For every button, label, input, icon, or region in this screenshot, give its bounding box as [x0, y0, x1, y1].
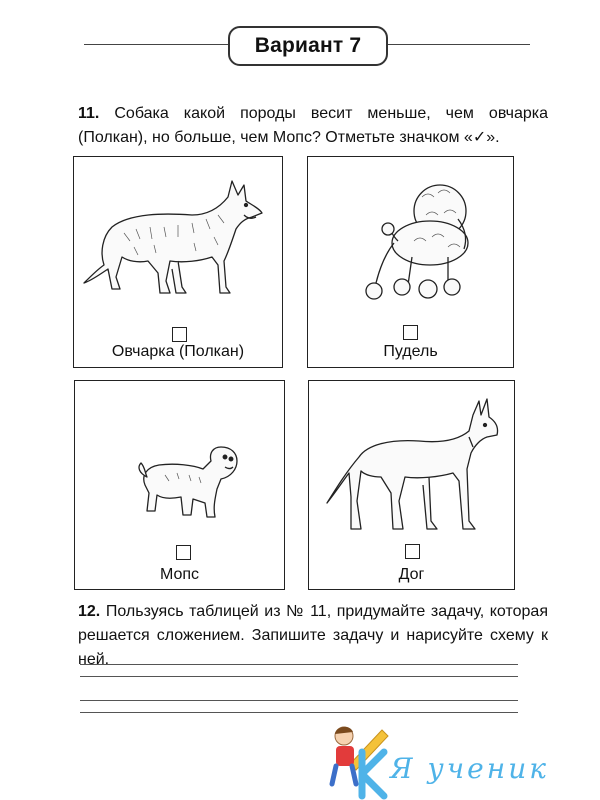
- task-11-number: 11.: [78, 105, 100, 122]
- pug-drawing: [75, 381, 284, 541]
- card-shepherd: [73, 156, 283, 368]
- writing-line: [80, 700, 518, 701]
- great-dane-drawing: [309, 381, 514, 541]
- caption-poodle: Пудель: [383, 343, 438, 360]
- task-12-question: Пользуясь таблицей из № 11, придумайте задачу, которая решается сложением. Запишите задачу и нарисуйте схему к ней.: [78, 603, 548, 668]
- task-12-number: 12.: [78, 603, 101, 620]
- caption-shepherd: Овчарка (Полкан): [111, 343, 245, 360]
- checkbox-pug[interactable]: [176, 545, 191, 560]
- german-shepherd-drawing: [74, 157, 282, 317]
- checkbox-great-dane[interactable]: [405, 544, 420, 559]
- logo-text: Я ученик: [390, 752, 549, 785]
- checkbox-poodle[interactable]: [403, 325, 418, 340]
- card-pug: [74, 380, 285, 590]
- poodle-drawing: [308, 157, 513, 317]
- writing-line: [80, 664, 518, 665]
- card-poodle: [307, 156, 514, 368]
- header-rule-left: [84, 44, 228, 45]
- task-12-text: [78, 600, 548, 672]
- task-11-question: Собака какой породы весит меньше, чем овчарка (Полкан), но больше, чем Мопс? Отметьте значком «✓».: [78, 105, 548, 146]
- caption-great-dane: Дог: [398, 566, 425, 583]
- variant-title: Вариант 7: [228, 26, 388, 66]
- writing-line: [80, 712, 518, 713]
- header-rule-right: [384, 44, 530, 45]
- card-great-dane: [308, 380, 515, 590]
- checkbox-shepherd[interactable]: [172, 327, 187, 342]
- task-11-text: [78, 102, 548, 150]
- writing-line: [80, 676, 518, 677]
- caption-pug: Мопс: [159, 566, 200, 583]
